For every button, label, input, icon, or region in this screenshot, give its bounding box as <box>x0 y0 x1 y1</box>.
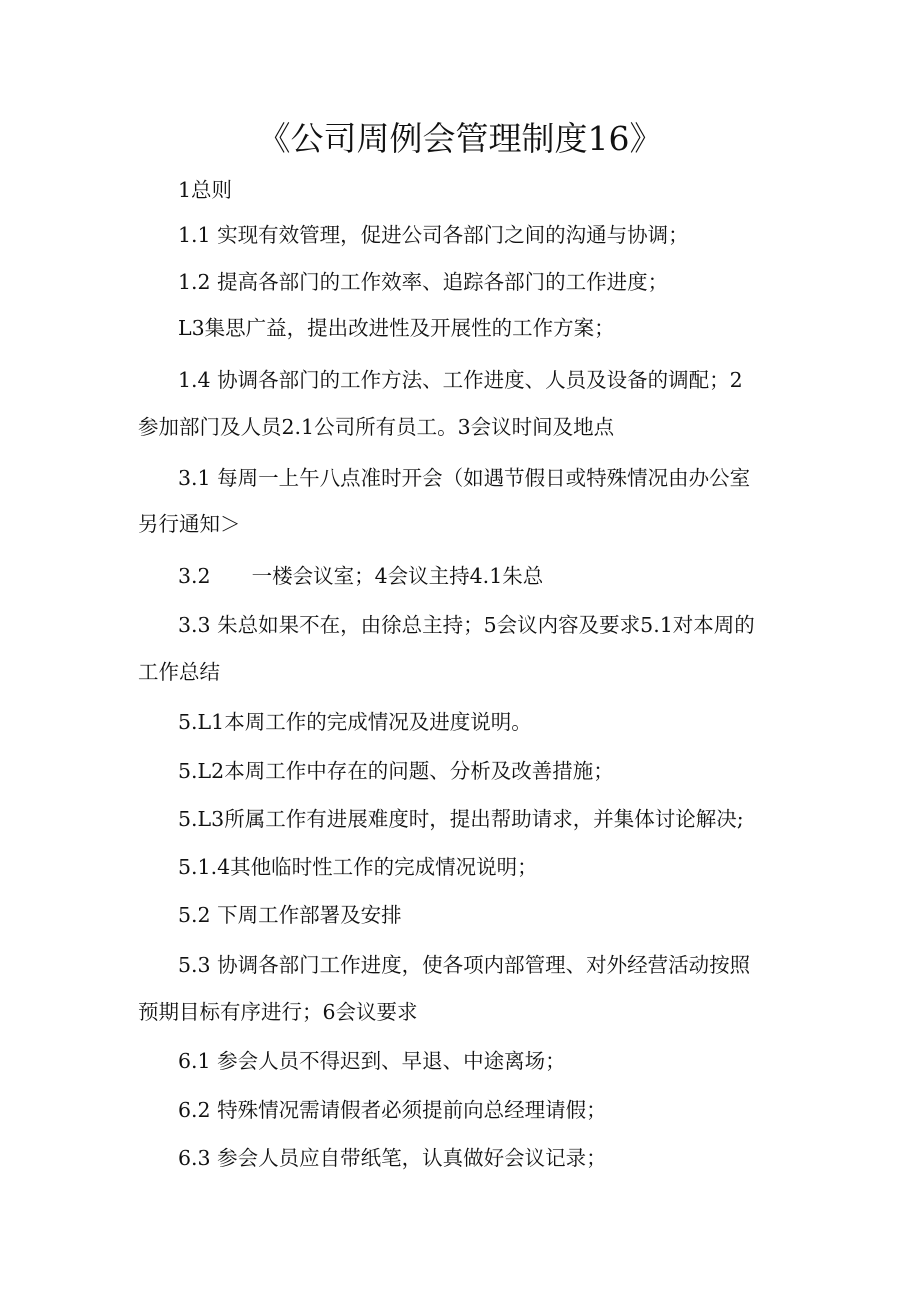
paragraph-line: 参加部门及人员2.1公司所有员工。3会议时间及地点 <box>138 415 615 439</box>
paragraph-line: 6.2 特殊情况需请假者必须提前向总经理请假； <box>178 1098 607 1122</box>
paragraph-line: 5.3 协调各部门工作进度，使各项内部管理、对外经营活动按照 <box>178 953 751 977</box>
paragraph-line: 5.L2本周工作中存在的问题、分析及改善措施； <box>178 759 614 783</box>
paragraph-line: 工作总结 <box>138 660 220 684</box>
paragraph-line: 3.3 朱总如果不在，由徐总主持；5会议内容及要求5.1对本周的 <box>178 613 755 637</box>
paragraph-line: 6.1 参会人员不得迟到、早退、中途离场； <box>178 1049 566 1073</box>
section-heading-general: 1总则 <box>178 178 233 202</box>
paragraph-line: 5.L3所属工作有进展难度时，提出帮助请求，并集体讨论解决; <box>178 807 744 831</box>
paragraph-line: 另行通知＞ <box>138 512 241 536</box>
paragraph-line: 预期目标有序进行；6会议要求 <box>138 1000 418 1024</box>
paragraph-line: 1.1 实现有效管理，促进公司各部门之间的沟通与协调； <box>178 223 689 247</box>
document-title: 《公司周例会管理制度16》 <box>257 119 663 158</box>
paragraph-line: 1.2 提高各部门的工作效率、追踪各部门的工作进度； <box>178 270 669 294</box>
paragraph-line: 6.3 参会人员应自带纸笔，认真做好会议记录； <box>178 1146 607 1170</box>
paragraph-line: 5.2 下周工作部署及安排 <box>178 903 402 927</box>
paragraph-line: 1.4 协调各部门的工作方法、工作进度、人员及设备的调配；2 <box>178 368 743 392</box>
paragraph-line: 5.1.4其他临时性工作的完成情况说明； <box>178 855 538 879</box>
paragraph-line: 5.L1本周工作的完成情况及进度说明。 <box>178 710 532 734</box>
paragraph-line: L3集思广益，提出改进性及开展性的工作方案； <box>178 316 615 340</box>
paragraph-line: 3.1 每周一上午八点准时开会（如遇节假日或特殊情况由办公室 <box>178 466 751 490</box>
paragraph-line: 3.2 一楼会议室；4会议主持4.1朱总 <box>178 564 544 588</box>
